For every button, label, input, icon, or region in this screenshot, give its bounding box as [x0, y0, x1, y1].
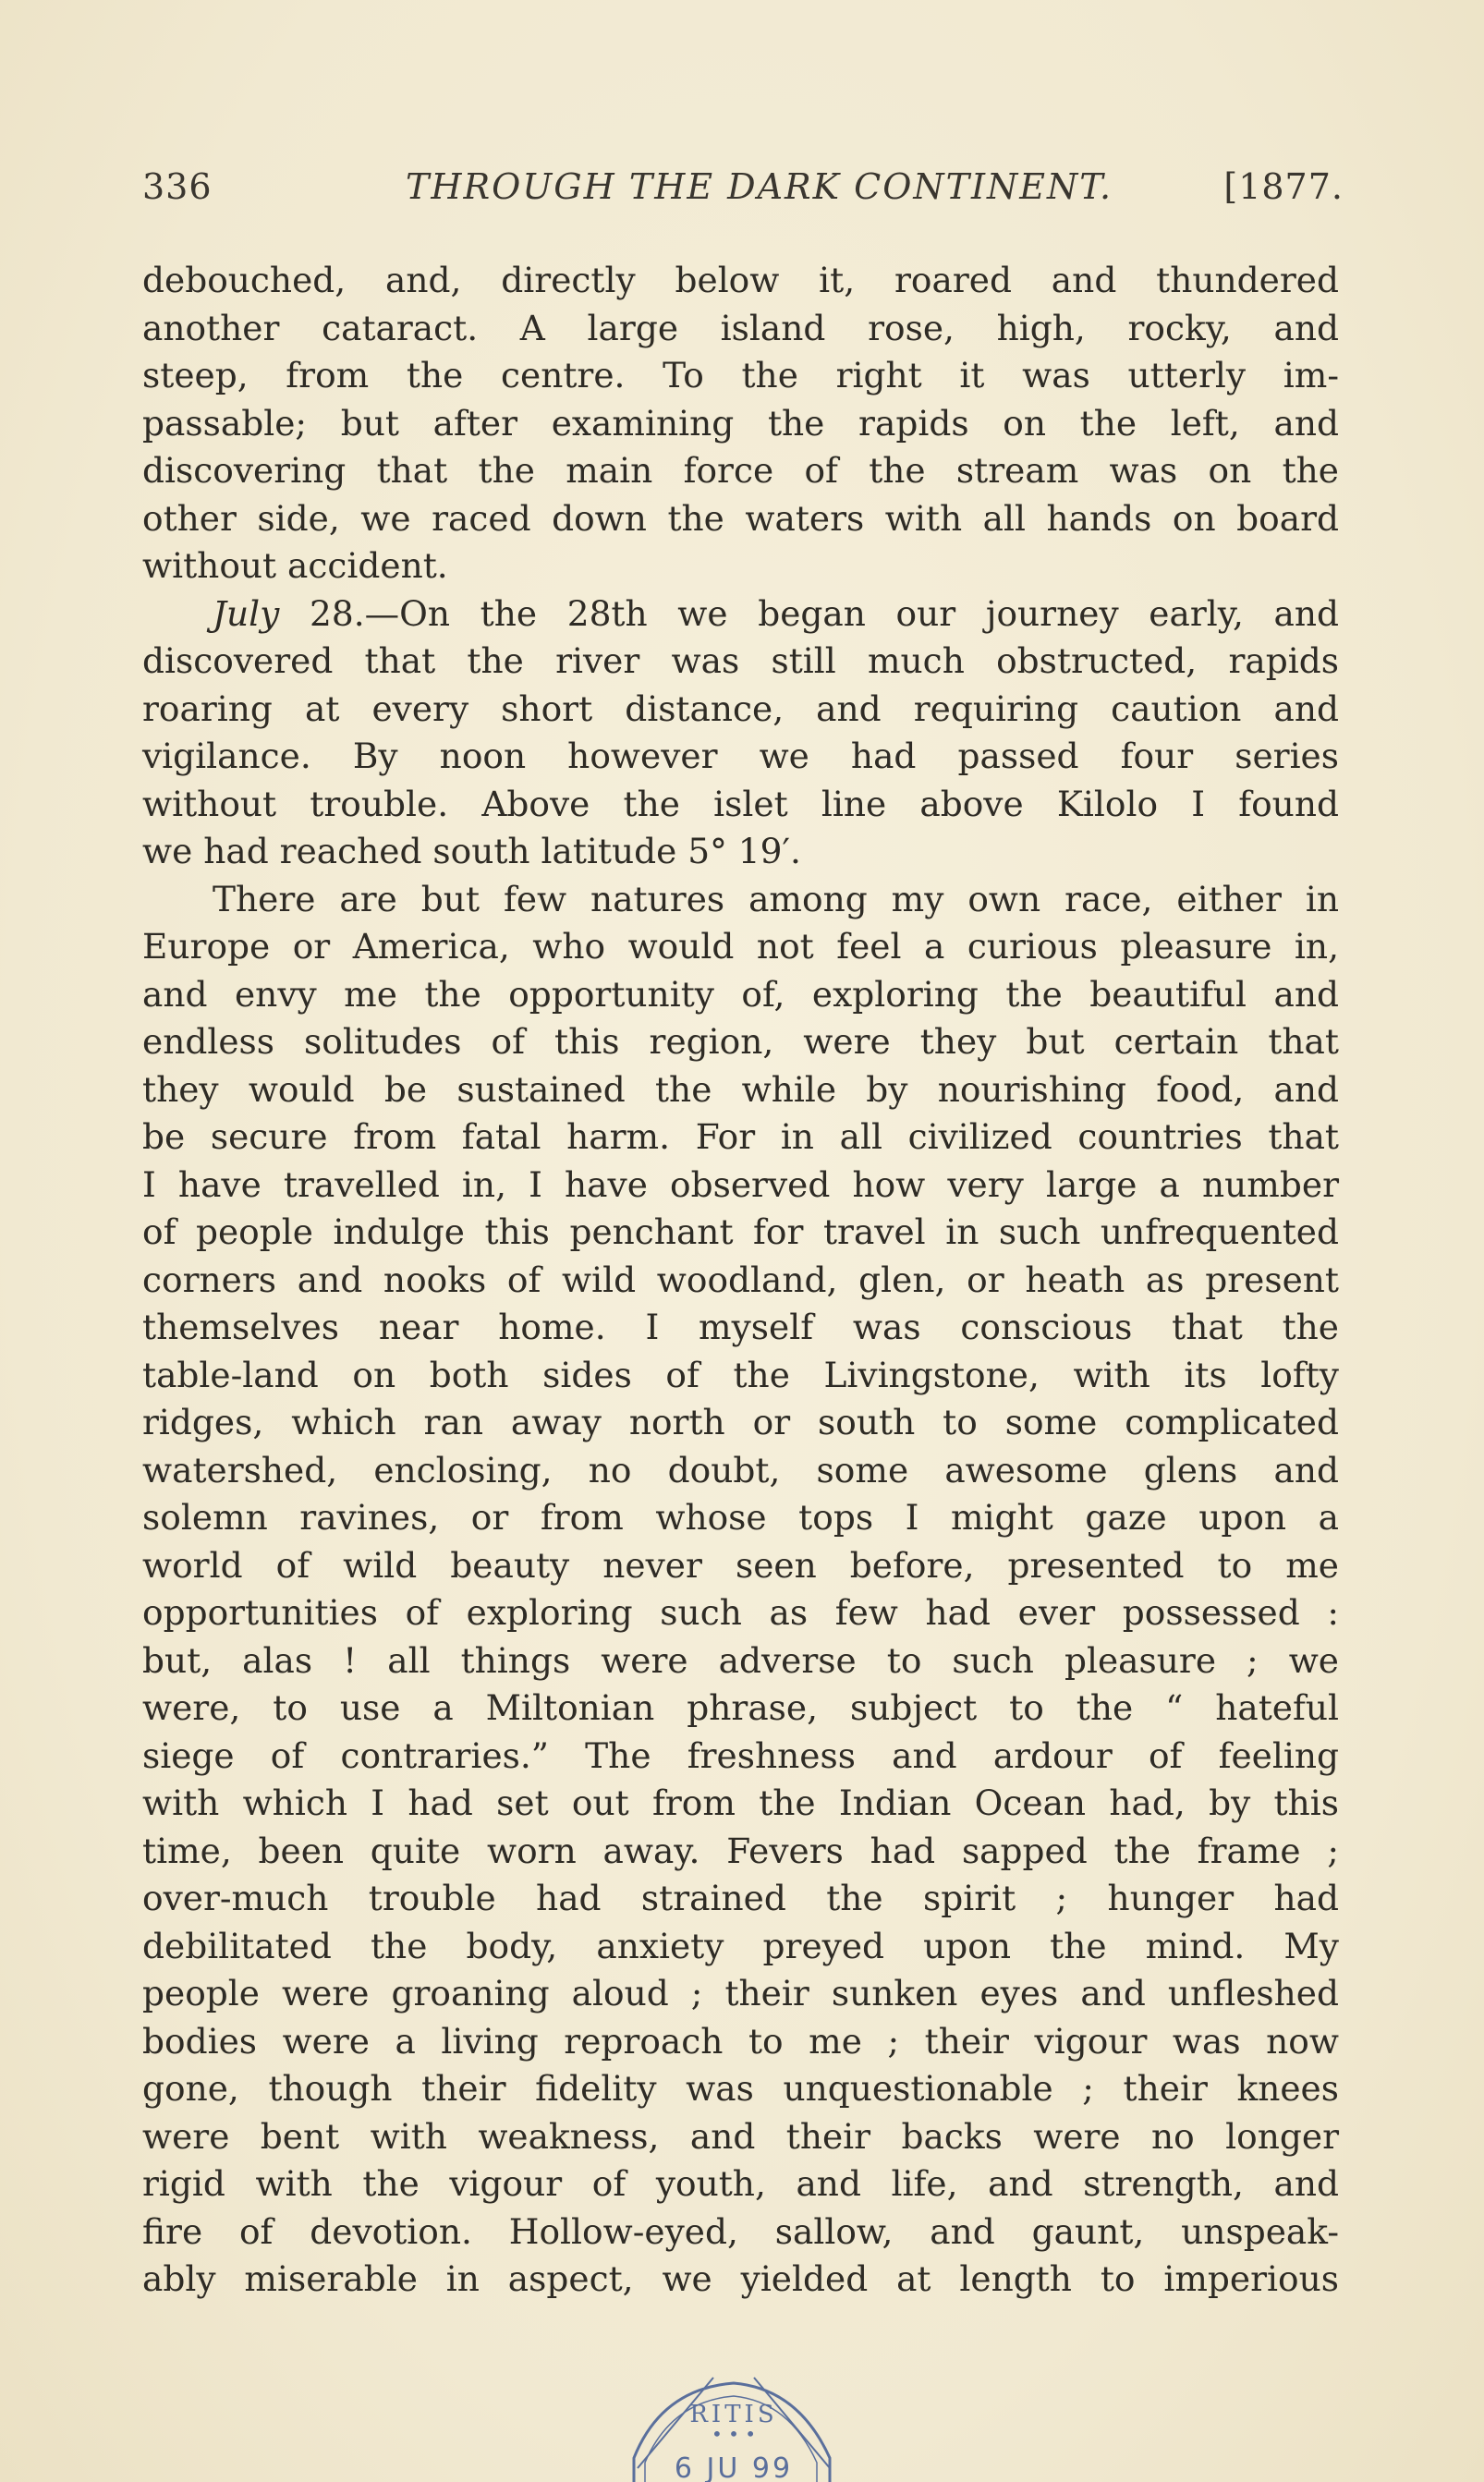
text-line: of people indulge this penchant for travel in such unfrequented: [142, 1211, 1339, 1252]
text-line: without accident.: [142, 545, 448, 586]
header-year: [1877.: [1223, 166, 1344, 207]
date-lead: July: [213, 592, 280, 634]
text-line: discovering that the main force of the stream was on the: [142, 450, 1339, 491]
text-line: they would be sustained the while by nourishing food, and: [142, 1068, 1339, 1110]
running-title: THROUGH THE DARK CONTINENT.: [406, 166, 1113, 207]
body-text: [142, 257, 1339, 2304]
text-line: I have travelled in, I have observed how very large a number: [142, 1163, 1339, 1205]
text-line: passable; but after examining the rapids on the left, and: [142, 402, 1339, 444]
text-line: themselves near home. I myself was conscious that the: [142, 1307, 1339, 1347]
text-line: solemn ravines, or from whose tops I might gaze upon a: [142, 1497, 1339, 1538]
text-line: with which I had set out from the Indian Ocean had, by this: [142, 1782, 1339, 1823]
svg-text:• • •: • • •: [711, 2423, 757, 2445]
text-line: were, to use a Miltonian phrase, subject to the “ hateful: [142, 1687, 1339, 1728]
text-line: There are but few natures among my own race, either in: [213, 878, 1339, 919]
text-line: other side, we raced down the waters with all hands on board: [142, 497, 1339, 539]
text-line: world of wild beauty never seen before, presented to me: [142, 1544, 1339, 1586]
text-line: we had reached south latitude 5° 19′.: [142, 831, 801, 871]
text-line: Europe or America, who would not feel a curious pleasure in,: [142, 926, 1339, 967]
text-line: rigid with the vigour of youth, and life, and strength, and: [142, 2163, 1339, 2204]
text-line: ably miserable in aspect, we yielded at length to imperious: [142, 2258, 1339, 2299]
text-line: table-land on both sides of the Livingstone, with its lofty: [142, 1354, 1339, 1395]
text-line: fire of devotion. Hollow-eyed, sallow, and gaunt, unspeak-: [142, 2210, 1339, 2252]
text-line: opportunities of exploring such as few had ever possessed :: [142, 1592, 1339, 1633]
text-line: were bent with weakness, and their backs were no longer: [142, 2115, 1339, 2157]
text-line-rest: 28.—On the 28th we began our journey early, and: [310, 592, 1340, 634]
text-line: but, alas ! all things were adverse to such pleasure ; we: [142, 1639, 1339, 1681]
text-line: another cataract. A large island rose, high, rocky, and: [142, 307, 1339, 348]
text-line: discovered that the river was still much obstructed, rapids: [142, 640, 1339, 681]
library-stamp-icon: [625, 2370, 837, 2482]
text-line-dated: [142, 590, 1339, 639]
text-line: and envy me the opportunity of, exploring the beautiful and: [142, 973, 1339, 1015]
text-line: without trouble. Above the islet line above Kilolo I found: [142, 783, 1339, 824]
text-line: ridges, which ran away north or south to some complicated: [142, 1402, 1339, 1442]
text-line: gone, though their fidelity was unquestionable ; their knees: [142, 2068, 1339, 2109]
stamp-date-text: 6 JU 99: [674, 2452, 794, 2482]
text-line: siege of contraries.” The freshness and ardour of feeling: [142, 1734, 1339, 1776]
text-line: roaring at every short distance, and requiring caution and: [142, 687, 1339, 729]
text-line: bodies were a living reproach to me ; their vigour was now: [142, 2020, 1339, 2062]
text-line: corners and nooks of wild woodland, glen, or heath as present: [142, 1259, 1339, 1300]
text-line: people were groaning aloud ; their sunken eyes and unfleshed: [142, 1973, 1339, 2014]
text-line: debouched, and, directly below it, roared and thundered: [142, 260, 1339, 300]
text-line: time, been quite worn away. Fevers had sapped the frame ;: [142, 1830, 1339, 1871]
text-line: watershed, enclosing, no doubt, some awesome glens and: [142, 1449, 1339, 1490]
page-number: 336: [142, 166, 213, 207]
stamp-top-text: RITIS: [689, 2401, 778, 2428]
text-line: steep, from the centre. To the right it was utterly im-: [142, 355, 1339, 395]
text-line: be secure from fatal harm. For in all civilized countries that: [142, 1116, 1339, 1157]
text-line: vigilance. By noon however we had passed four series: [142, 736, 1339, 776]
text-line: endless solitudes of this region, were they but certain that: [142, 1021, 1339, 1062]
text-line: debilitated the body, anxiety preyed upon the mind. My: [142, 1925, 1339, 1966]
text-line: over-much trouble had strained the spirit ; hunger had: [142, 1878, 1339, 1918]
running-header: [142, 166, 1344, 222]
